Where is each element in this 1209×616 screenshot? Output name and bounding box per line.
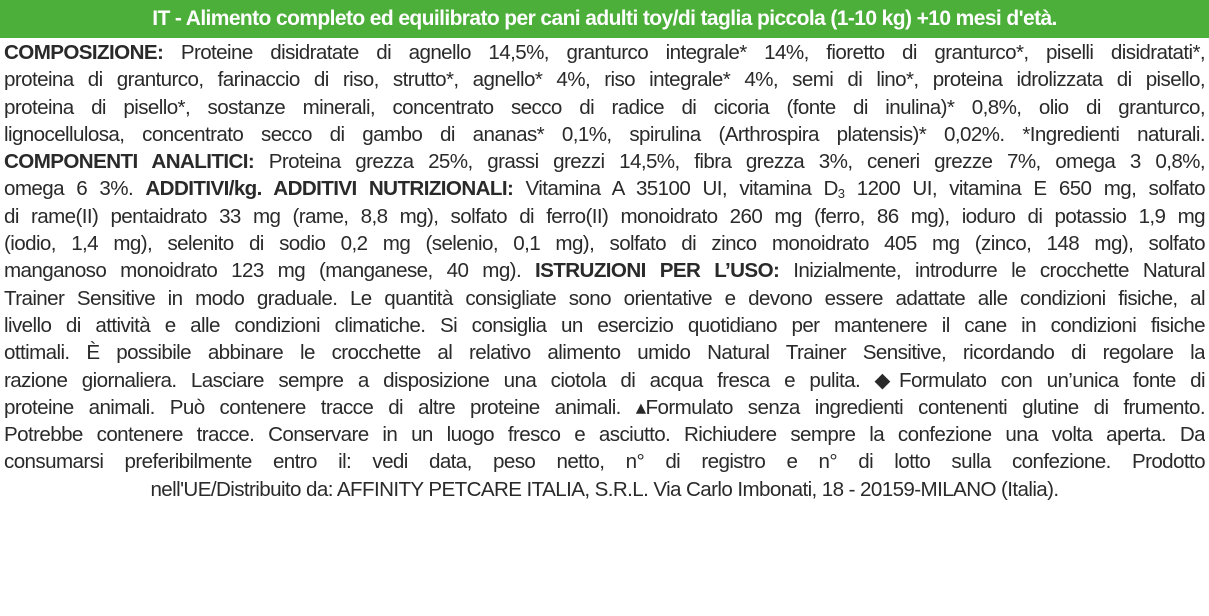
istruzioni-line-1 [4, 257, 1205, 284]
componenti-text-1: Proteina grezza 25%, grassi grezzi 14,5%, fibra grezza 3%, ceneri grezze 7%, omega 3 0,8%, [268, 150, 1205, 174]
istruzioni-line-5 [4, 367, 1205, 394]
componenti-text-2: omega 6 3%. [4, 177, 134, 201]
istruzioni-text-8: consumarsi preferibilmente entro il: vedi data, peso netto, n° di registro e n° di lotto sulla confezione. Prodotto [4, 450, 1205, 474]
header-title: IT - Alimento completo ed equilibrato per cani adulti toy/di taglia piccola (1-10 kg) +10 mesi d'età. [152, 7, 1057, 30]
istruzioni-text-2: Trainer Sensitive in modo graduale. Le quantità consigliate sono orientative e devono essere adattate alle condizioni fisiche, al [4, 286, 1205, 310]
istruzioni-text-7: Potrebbe contenere tracce. Conservare in un luogo fresco e asciutto. Richiudere sempre la confezione una volta aperta. Da [4, 423, 1205, 447]
additivi-line-2 [4, 203, 1205, 230]
composizione-line-1 [4, 39, 1205, 66]
istruzioni-text-1: Inizialmente, introdurre le crocchette Natural [793, 259, 1205, 283]
additivi-text-1b: 1200 UI, vitamina E 650 mg, solfato [856, 177, 1205, 201]
istruzioni-line-2 [4, 285, 1205, 312]
componenti-line-1 [4, 148, 1205, 175]
additivi-text-1a: Vitamina A 35100 UI, vitamina D [525, 177, 838, 201]
istruzioni-line-3 [4, 312, 1205, 339]
istruzioni-line-7 [4, 421, 1205, 448]
composizione-text-2: proteina di granturco, farinaccio di riso, strutto*, agnello* 4%, riso integrale* 4%, semi di lino*, proteina idrolizzata di pisello, [4, 68, 1205, 92]
istruzioni-line-8 [4, 448, 1205, 475]
additivi-text-3: (iodio, 1,4 mg), selenito di sodio 0,2 mg (selenio, 0,1 mg), solfato di zinco monoidrato 405 mg (zinco, 148 mg), solfato [4, 232, 1205, 256]
componenti-heading: COMPONENTI ANALITICI: [4, 150, 255, 174]
composizione-text-4: lignocellulosa, concentrato secco di gambo di ananas* 0,1%, spirulina (Arthrospira platensis)* 0,02%. *Ingredienti naturali. [4, 122, 1205, 146]
istruzioni-text-5: razione giornaliera. Lasciare sempre a disposizione una ciotola di acqua fresca e pulita. ◆Formulato con un’unica fonte di [4, 368, 1205, 392]
composizione-line-4 [4, 121, 1205, 148]
header-band [0, 0, 1209, 38]
istruzioni-line-9 [4, 476, 1205, 503]
vitamin-d-subscript: 3 [837, 186, 845, 202]
istruzioni-text-4: ottimali. È possibile abbinare le crocchette al relativo alimento umido Natural Trainer Sensitive, ricordando di regolare la [4, 341, 1205, 365]
istruzioni-text-3: livello di attività e alle condizioni climatiche. Si consiglia un esercizio quotidiano per mantenere il cane in condizioni fisiche [4, 313, 1205, 337]
istruzioni-text-6: proteine animali. Può contenere tracce di altre proteine animali. ▴Formulato senza ingredienti contenenti glutine di frumento. [4, 395, 1205, 419]
composizione-text-1: Proteine disidratate di agnello 14,5%, granturco integrale* 14%, fioretto di granturco*, piselli disidratati*, [180, 41, 1205, 64]
additivi-text-4: manganoso monoidrato 123 mg (manganese, 40 mg). [4, 259, 522, 283]
istruzioni-heading: ISTRUZIONI PER L’USO: [535, 259, 780, 283]
composizione-heading: COMPOSIZIONE: [4, 41, 164, 64]
istruzioni-line-4 [4, 339, 1205, 366]
additivi-heading: ADDITIVI/kg. ADDITIVI NUTRIZIONALI: [145, 177, 514, 201]
istruzioni-line-6 [4, 394, 1205, 421]
composizione-text-3: proteina di pisello*, sostanze minerali, concentrato secco di radice di cicoria (fonte di inulina)* 0,8%, olio di granturco, [4, 95, 1205, 119]
istruzioni-text-9: nell'UE/Distribuito da: AFFINITY PETCARE ITALIA, S.R.L. Via Carlo Imbonati, 18 - 20159-MILANO (Italia). [150, 477, 1059, 501]
additivi-line-3 [4, 230, 1205, 257]
additivi-text-2: di rame(II) pentaidrato 33 mg (rame, 8,8 mg), solfato di ferro(II) monoidrato 260 mg (ferro, 86 mg), ioduro di potassio 1,9 mg [4, 204, 1205, 228]
composizione-line-2 [4, 66, 1205, 93]
label-text-block [4, 39, 1205, 503]
composizione-line-3 [4, 94, 1205, 121]
additivi-line-1 [4, 175, 1205, 202]
